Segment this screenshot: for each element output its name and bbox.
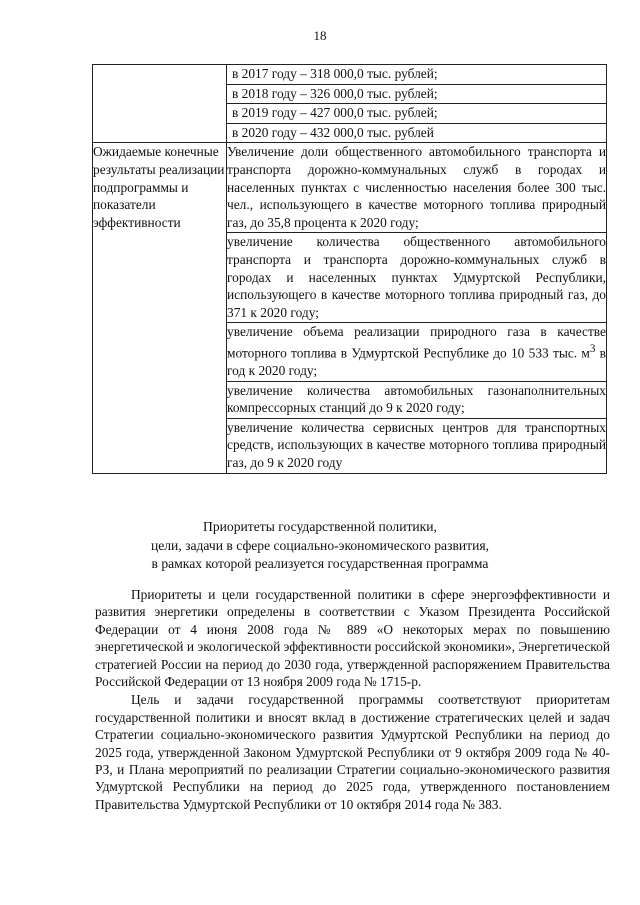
heading-line: в рамках которой реализуется государственная программа [151, 556, 489, 571]
results-row [93, 143, 607, 473]
result-item [227, 323, 606, 381]
result-item: увеличение количества автомобильных газонаполнительных компрессорных станций до 9 к 2020 году; [227, 382, 606, 419]
funding-values-cell [227, 65, 607, 143]
paragraph: Приоритеты и цели государственной политики в сфере энергоэффективности и развития энергетики определены в соответствии с Указом Президента Российской Федерации от 4 июня 2008 года № 889 «О некоторых мерах по повышению энергетической и экологической эффективности российской экономики», Энергетической стратегией России на период до 2030 года, утвержденной распоряжением Правительства Российской Федерации от 13 ноября 2009 года № 1715-р. [95, 587, 610, 690]
funding-line: в 2018 году – 326 000,0 тыс. рублей; [227, 85, 606, 105]
funding-line: в 2020 году – 432 000,0 тыс. рублей [232, 124, 434, 140]
results-items-cell [227, 143, 607, 473]
page-number: 18 [313, 28, 327, 43]
results-label: Ожидаемые конечные результаты реализации подпрограммы и показатели эффективности [93, 143, 227, 473]
result-item: увеличение количества общественного автомобильного транспорта и транспорта дорожно-коммунальных служб в городах и населенных пунктах Удмуртской Республики, использующего в качестве моторного топлива природный газ, до 371 к 2020 году; [227, 233, 606, 323]
funding-label-cell [93, 65, 227, 143]
section-heading [0, 518, 640, 574]
paragraph: Цель и задачи государственной программы соответствуют приоритетам государственной политики и вносят вклад в достижение стратегических целей и задач Стратегии социально-экономического развития Удмуртской Республики на период до 2025 года, утвержденной Законом Удмуртской Республики от 9 октября 2009 года № 40-РЗ, и Плана мероприятий по реализации Стратегии социально-экономического развития Удмуртской Республики на период до 2025 года, утвержденного постановлением Правительства Удмуртской Республики от 10 октября 2014 года № 383. [95, 692, 610, 812]
heading-line: цели, задачи в сфере социально-экономического развития, [150, 537, 490, 553]
funding-line: в 2019 году – 427 000,0 тыс. рублей; [227, 104, 606, 124]
result-item-text: увеличение объема реализации природного газа в качестве моторного топлива в Удмуртской Республике до 10 533 тыс. м [227, 324, 606, 361]
funding-line: в 2017 году – 318 000,0 тыс. рублей; [227, 65, 606, 85]
result-item: Увеличение доли общественного автомобильного транспорта и транспорта дорожно-коммунальных служб в городах и населенных пунктах с численностью населения более 300 тыс. чел., использующего в качестве моторного топлива природный газ, до 35,8 процента к 2020 году; [227, 143, 606, 233]
superscript-cubic: 3 [589, 342, 596, 355]
result-item-text-tail: в год к 2020 году; [227, 345, 607, 378]
result-item: увеличение количества сервисных центров для транспортных средств, использующих в качестве моторного топлива природный газ, до 9 к 2020 году [227, 419, 606, 470]
passport-table [92, 64, 607, 474]
funding-row [93, 65, 607, 143]
body-text [95, 586, 610, 814]
heading-line: Приоритеты государственной политики, [203, 519, 437, 534]
